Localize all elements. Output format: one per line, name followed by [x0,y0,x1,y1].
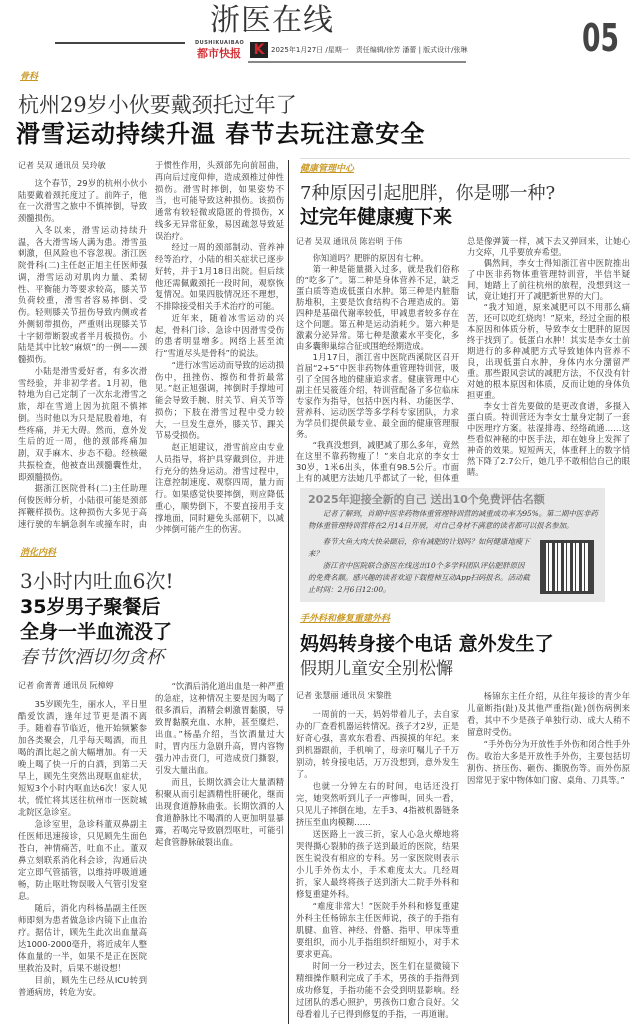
dateline: 2025年1月27日 /星期一 责任编辑/徐芳 潘蕾 | 版式设计/张琳 [271,46,468,54]
paragraph: “饮酒后消化道出血是一种严重的急症，这种情况主要是因为喝了很多酒后，酒精会刺激胃黏膜，导致胃黏膜充血、水肿，甚至糜烂、出血。”杨晶介绍，当饮酒量过大时，胃内压力急剧升高，胃内容物强力冲击贲门，可造成贲门撕裂，引发大量出血。 [155,681,284,775]
paragraph: 杨锦东主任介绍，从往年接诊的青少年儿童断指(趾)及其他严重指(趾)创伤病例来看，其中不少是孩子单独行动、成大人稍不留意时受伤。 [467,691,630,737]
promo-text [308,508,598,532]
section-label: 健康管理中心 [300,164,355,174]
article-headline: 35岁男子聚餐后 [20,596,161,618]
paragraph: 这个春节，29岁的杭州小伙小陆要戴着颈托度过了。前阵子，他在一次滑雪之旅中不慎摔倒，导致颈髓损伤。 [18,177,147,223]
article-subhead: 假期儿童安全别松懈 [300,659,453,679]
paragraph: 近年来，随着冰雪运动的兴起，骨科门诊、急诊中因滑雪受伤的患者明显增多。网络上甚至流行“雪道尽头是骨科”的说法。 [155,312,284,358]
dateline-rule [248,61,466,63]
byline: 记者 张慧丽 通讯员 宋黎胜 [296,691,392,700]
paragraph: 1月17日，浙江省中医院西溪院区召开首届“2+5”中医非药物体重管理特训营，吸引了全国各地的健康追求者。健康管理中心副主任吴筱莲介绍，特训营配备了多位临床专家作为指导，包括中医内科、功能医学、营养科、运动医学等多学科专家团队，力求为学员们提供最专业、最全面的健康管理服务。 [296,352,459,439]
byline: 记者 俞菁菁 通讯员 阮樟婷 [18,681,114,690]
paragraph: 偶然间，李女士得知浙江省中医院推出了中医非药物体重管理特训营，半信半疑间，她踏上了前往杭州的旅程，没想到这一试，竟让她打开了减肥新世界的大门。 [467,258,630,301]
paragraph: 35岁顾先生，丽水人，平日里酷爱饮酒，逢年过节更是酒不离手。随着春节临近，他开始频繁参加各类聚会，几乎每天喝酒，而且喝的酒比起之前大幅增加。有一天晚上喝了快一斤的白酒，到第二天早上，顾先生突然出现呕血症状，短短3个小时内呕血达6次！家人见状，慌忙将其送往杭州市一医院城北院区急诊室。 [18,699,147,817]
paragraph: 也就一分钟左右的时间，电话还没打完，她突然听到儿子一声惨叫，回头一看，只见儿子摔倒在地，左手3、4指被机器链条挤压至血肉模糊…… [296,781,459,827]
paragraph: 你知道吗？肥胖的原因有七种。 [312,253,429,263]
paragraph: “我才知道，原来减肥可以不用那么痛苦，还可以吃红烧肉！”原来，经过全面的根本原因和体质分析，导致李女士肥胖的原因终于找到了。低蛋白水肿！其实是李女士前期进行的多种减肥方式导致她体内营养不良，出现低蛋白水肿，身体内水分潴留严重。那些跟风尝试的减肥方法，不仅没有针对她的根本原因和体质，反而让她的身体负担更重。 [467,302,630,400]
paragraph: 记者了解到，首期中医非药物体重管理特训营的减重成功率为95%。第二期中医非药物体重管理特训营将在2月14日开展，对自己身材不满意的读者都可以报名参加。 [308,509,598,530]
paragraph: 经过一周的颈部制动、营养神经等治疗，小陆的相关症状已逐步好转，并于1月18日出院。但后续他还需佩戴颈托一段时间，观察恢复情况。如果四肢情况还不理想，不排除接受相关手术治疗的可能。 [155,242,284,311]
section-label: 骨科 [20,72,39,82]
article-body [296,236,630,484]
article-kicker: 3小时内吐血6次! [20,569,174,593]
paragraph: 随后，消化内科杨晶副主任医师即刻为患者做急诊内镜下止血治疗。据估计，顾先生此次出血量高达1000-2000毫升，将近成年人整体血量的一半，如果不是正在医院里救治及时，后果不堪设想！ [18,903,147,973]
paragraph: 第一种是能量摄入过多，就是我们俗称的“吃多了”。第二种是身体营养不足，缺乏蛋白质等造成低蛋白水肿。第三种是内脏脂肪堆积，主要是饮食结构不合理造成的。第四种是基础代谢率较低，甲减患者较多存在这个问题。第五种是运动消耗少。第六种是激素分泌异常。第七种是激素水平变化，多由多囊卵巢综合征或围绝经期造成。 [296,264,459,351]
qr-code-icon[interactable] [540,540,594,594]
divider [300,158,630,159]
section-label: 手外科和修复重建外科 [300,614,391,624]
article-kicker: 杭州29岁小伙要戴颈托过年了 [18,93,297,117]
paragraph: 送医路上一波三折，家人心急火燎地将哭得撕心裂肺的孩子送到最近的医院，结果医生说没有相应的专科。另一家医院则表示小儿手外伤太小，手术难度太大。几经周折，家人最终将孩子送到浙大二院手外科和修复重建外科。 [296,829,459,899]
masthead-title: 浙医在线 [210,3,334,38]
paragraph: “进行冰雪运动而导致的运动损伤中，扭挫伤、擦伤和骨折最常见。”赵正旭强调，摔倒时手撑地可能会导致手腕、肘关节、肩关节等损伤；下肢在滑雪过程中受力较大，一旦发生意外，膝关节、踝关节易受损伤。 [155,359,284,441]
logo-k-icon: K [250,42,268,58]
article-headline: 滑雪运动持续升温 春节去玩注意安全 [16,120,426,148]
paragraph: “我真没想到，减肥减了那么多年，竟然在这里不靠药物瘦了！”来自北京的李女士30岁，1米6出头，体重有98.5公斤。市面上有的减肥方法她几乎都试了一轮，但体重总是像弹簧一样，减下去又弹回来，让她心力交瘁，几乎要放弃希望。 [296,236,630,483]
article-headline: 全身一半血流没了 [20,621,173,643]
paragraph: “难度非常大！”医院手外科和修复重建外科主任杨锦东主任医师说，孩子的手指有肌腱、血管、神经、骨骼、指甲、甲床等重要组织，而小儿手指组织纤细短小，对手术要求更高。 [296,901,459,959]
masthead-rule [55,42,185,44]
page-number: 05 [582,16,620,60]
paragraph: 入冬以来，滑雪运动持续升温，各大滑雪场人满为患。滑雪虽刺激，但风险也不容忽视。浙江医院骨科(二)主任赵正旭主任医师强调，滑雪运动对肌肉力量、柔韧性、平衡能力等要求较高，膝关节负荷较重，滑雪者容易摔倒、受伤。轻则膝关节扭伤导致内侧或者外侧韧带损伤，严重则出现膝关节十字韧带断裂或者半月板损伤。小陆是其中比较“麻烦”的一例——颈髓损伤。 [18,224,147,364]
paragraph: 一周前的一天，妈妈带着儿子，去自家办的厂查看机器运转情况。孩子才2岁，正是好奇心强，喜欢东看看、西摸摸的年纪。来到机器跟前，手机响了，母亲叮嘱儿子千万别动，转身接电话，万万没想到，意外发生了。 [296,709,459,779]
paragraph: 时间一分一秒过去，医生们在显微镜下精细操作顺利完成了手术，男孩的手指得到成功修复，手指功能不会受到明显影响。经过团队的悉心照护，男孩伤口愈合良好。父母看着儿子已得到修复的手指，一再道谢。 [296,961,459,1019]
paragraph: 而且，长期饮酒会让大量酒精积聚从而引起酒精性肝硬化，继而出现食道静脉曲张。长期饮酒的人食道静脉比不喝酒的人更加明显暴露，若喝完导致剧烈呕吐，可能引起食管静脉破裂出血。 [155,777,284,847]
article-body [296,690,630,1022]
article-headline: 过完年健康瘦下来 [300,206,453,228]
article-kicker: 7种原因引起肥胖，你是哪一种? [300,183,556,204]
paragraph: 春节大鱼大肉大快朵颐后，你有减肥的计划吗？如何健康地瘦下来？ [308,537,530,558]
paragraph: 李女士首先要做的是更改食谱，多摄入蛋白质。特训营还为李女士量身定制了一套中医理疗方案。祛湿排毒、经络疏通……这些看似神秘的中医手法，却在她身上发挥了神奇的效果。短短两天，体重秤上的数字悄然下降了2.7公斤，她几乎不敢相信自己的眼睛。 [467,401,630,477]
byline: 记者 吴双 通讯员 陈岩明 于伟 [296,237,403,246]
paragraph: 急诊室里，急诊科董双鼻副主任医师迅速接诊，只见顾先生面色苍白，神情痛苦，吐血不止。董双鼻立刻联系消化科会诊，沟通后决定立即气管插管，以维持呼吸道通畅，防止呕吐物误吸入气管引发窒息。 [18,819,147,901]
paragraph: 赵正旭建议，滑雪前应由专业人员指导，将护具穿戴到位，并进行充分的热身运动。滑雪过程中，注意控制速度、观察四周，量力而行。如果感觉快要摔倒，则应降低重心，顺势倒下，不要直接用手支撑地面，同时避免头部朝下，以减少摔倒可能产生的伤害。 [155,442,284,535]
paragraph: 据浙江医院骨科(二)主任助理何俊医师分析，小陆很可能是颈部挥鞭样损伤。这种损伤大多见于高速行驶的车辆急刹车或撞车时，由于惯性作用，头颈部先向前屈曲，再向后过度仰伸，造成颈椎过伸性损伤。滑雪时摔倒，如果姿势不当，也可能导致这种损伤。该损伤通常有较轻微或隐匿的骨损伤，X线多无异常征象，易因疏忽导致延误治疗。 [18,160,284,529]
byline: 记者 吴双 通讯员 吴玲敏 [18,161,106,170]
article-body [18,680,284,1020]
paragraph: 小陆是滑雪爱好者，有多次滑雪经验，并非初学者。1月初，他特地为自己定制了一次东北滑雪之旅，却在雪道上因为抗阻不慎摔倒。当时他以为只是屁股着地，有些疼痛，并无大碍。然而，意外发生后的近一周，他的颈部疼痛加剧，双手麻木、步态不稳。经核磁共振检查，他被查出颈髓囊性灶，即颈髓损伤。 [18,365,147,482]
article-subhead: 春节饮酒切勿贪杯 [20,647,164,668]
promo-text [308,536,530,596]
promo-title: 2025年迎接全新的自己 送出10个免费评估名额 [308,493,545,506]
article-headline: 妈妈转身接个电话 意外发生了 [300,633,554,655]
paragraph: “手外伤分为开放性手外伤和闭合性手外伤。收治大多是开放性手外伤，主要包括切割伤、挤压伤、砸伤、撕脱伤等。而外伤原因常见于家中物体如门窗、桌角、刀具等。” [467,739,630,785]
section-label: 消化内科 [20,548,57,558]
promo-box [300,488,605,602]
paragraph: 浙江省中医院联合浙医在线送出10个多学科团队评估肥胖原因的免费名额。感兴趣的读者欢迎下载橙柿互动App扫码报名。活动截止时间：2月6日12:00。 [308,561,530,594]
article-body [18,160,284,538]
paragraph: 目前，顾先生已经从ICU转到普通病房，转危为安。 [18,975,147,997]
logo-en: DUSHIKUAIBAO [195,40,245,46]
column-divider [288,160,289,1024]
logo-cn: 都市快报 [197,47,241,60]
